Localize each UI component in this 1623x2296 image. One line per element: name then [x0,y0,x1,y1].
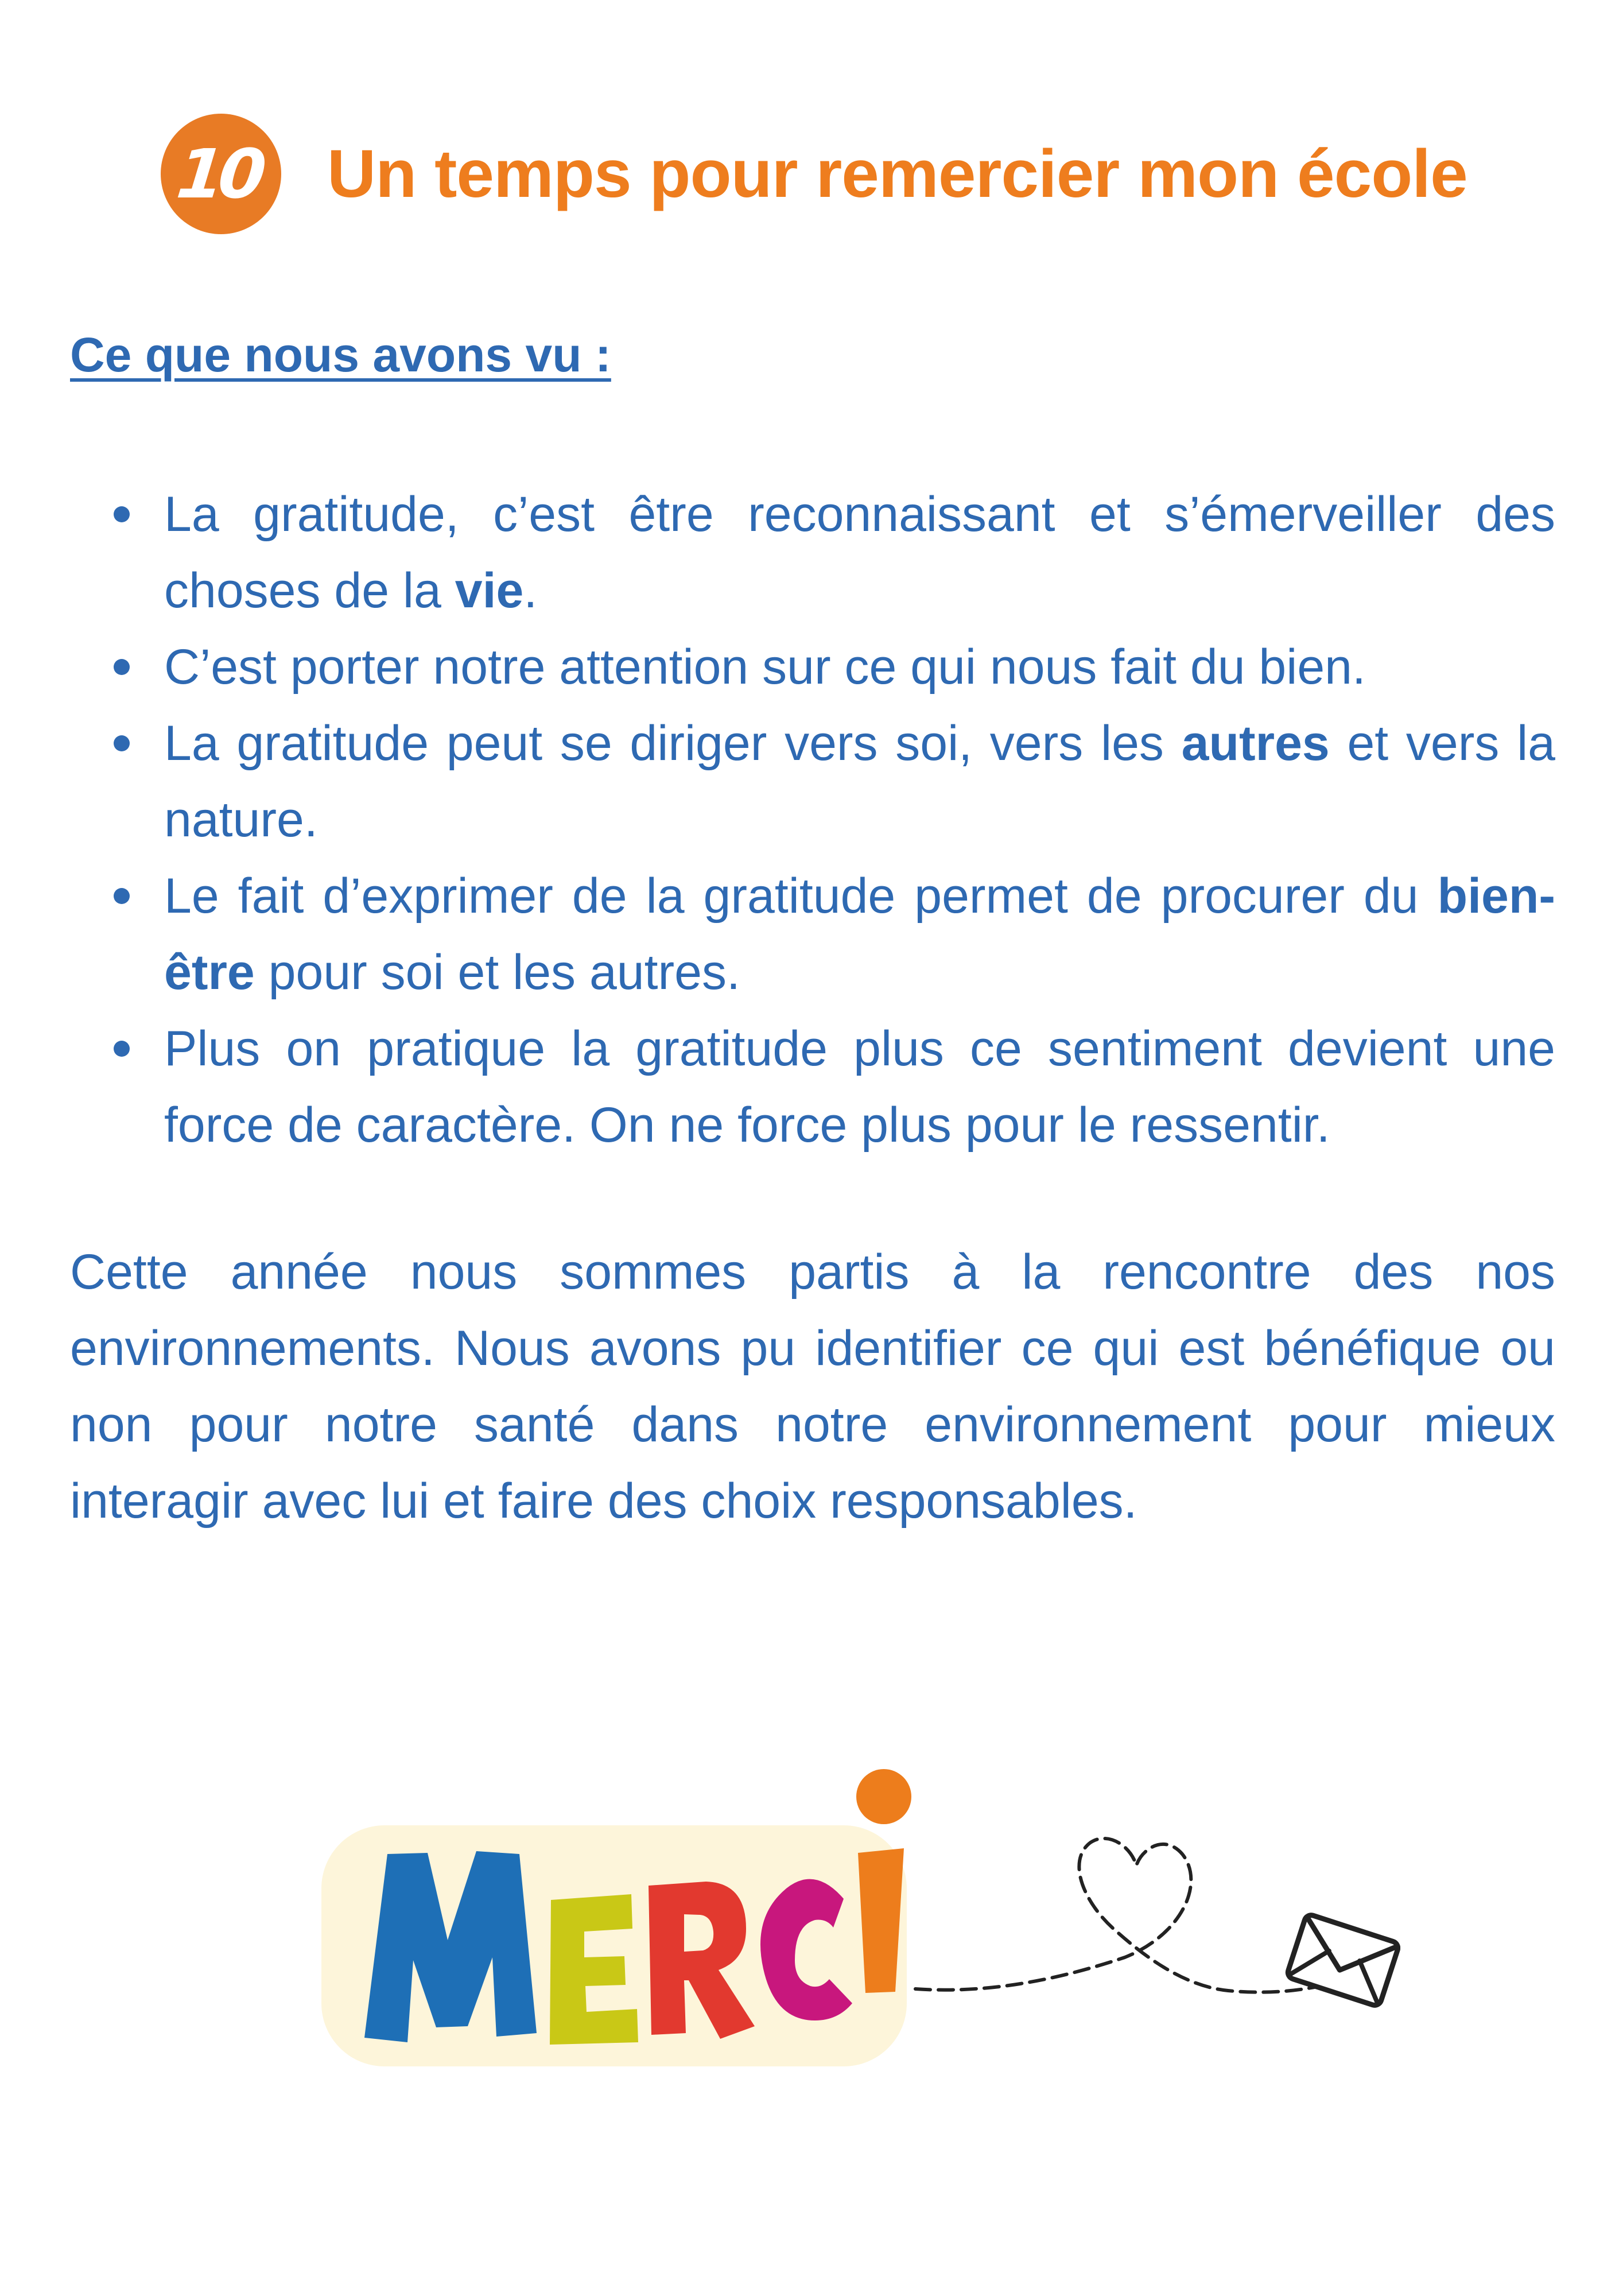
page-header [161,114,1467,234]
dashed-flight-path [915,1839,1337,1992]
bullet-dot-icon [114,1041,130,1057]
bullet-text: Plus on pratique la gratitude plus ce sentiment devient une force de caractère. On ne force plus pour le ressentir. [164,1021,1555,1153]
list-item [70,476,1555,629]
bullet-dot-icon [114,659,130,675]
bullet-text: Le fait d’exprimer de la gratitude permet de procurer du [164,868,1438,924]
merci-letter-e [550,1894,638,2045]
list-item [70,858,1555,1011]
bullet-emphasis: vie [455,563,524,618]
bullet-emphasis: bien-être [164,868,1555,1000]
bullet-text: La gratitude, c’est être reconnaissant et s’émerveiller des choses de la [164,487,1555,618]
bullet-dot-icon [114,735,130,751]
page-title: Un temps pour remercier mon école [327,136,1467,212]
section-number: 10 [173,134,265,214]
list-item [70,1011,1555,1163]
merci-illustration [310,1768,1400,2112]
bullet-text: et vers la nature. [164,716,1556,847]
summary-bullet-list [70,476,1555,1163]
bullet-text: C’est porter notre attention sur ce qui nous fait du bien. [164,639,1366,695]
body-paragraph: Cette année nous sommes partis à la rencontre des nos environnements. Nous avons pu identifier ce qui est bénéfique ou non pour notre santé dans notre environnement pour mieux interagir avec lui et faire des choix responsables. [70,1244,1555,1529]
bullet-text: . [523,563,538,618]
merci-letter-i-dot [856,1769,911,1824]
bullet-text: pour soi et les autres. [254,945,740,1000]
bullet-emphasis: autres [1181,716,1330,771]
bullet-dot-icon [114,888,130,904]
list-item [70,629,1555,705]
bullet-text: La gratitude peut se diriger vers soi, vers les [164,716,1182,771]
section-number-badge [161,114,281,234]
bullet-dot-icon [114,506,130,522]
section-heading: Ce que nous avons vu : [70,328,611,382]
list-item [70,705,1555,858]
envelope-icon [1286,1914,1400,2007]
